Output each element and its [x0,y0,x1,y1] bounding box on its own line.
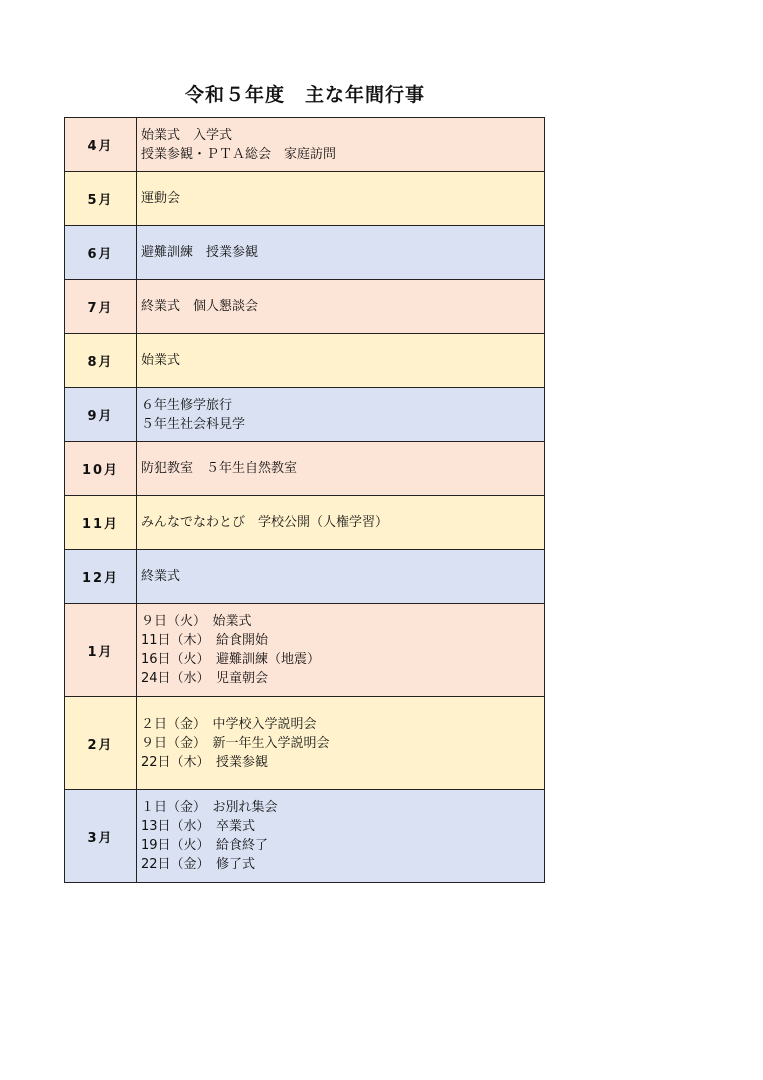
table-row-december [65,550,545,604]
event-line: みんなでなわとび 学校公開（人権学習） [141,515,389,530]
event-line: 運動会 [141,191,181,206]
event-line: 避難訓練 授業参観 [141,245,259,260]
month-cell: 3月 [65,790,137,883]
month-cell: 12月 [65,550,137,604]
event-line: ５年生社会科見学 [141,416,246,432]
event-line: 19日（火） 給食終了 [141,838,269,853]
events-cell [137,604,545,697]
events-cell [137,388,545,442]
event-line: 22日（金） 修了式 [141,857,256,872]
event-line: ６年生修学旅行 [141,397,233,413]
events-cell [137,697,545,790]
page-title: 令和５年度 主な年間行事 [184,84,425,106]
event-line: 始業式 入学式 [141,127,233,143]
event-line: １日（金） お別れ集会 [141,800,278,815]
month-cell: 8月 [65,334,137,388]
events-cell [137,496,545,550]
table-row-march [65,790,545,883]
month-cell: 2月 [65,697,137,790]
event-line: 24日（水） 児童朝会 [141,671,269,686]
event-line: 16日（火） 避難訓練（地震） [141,652,321,667]
month-cell: 6月 [65,226,137,280]
month-cell: 7月 [65,280,137,334]
events-cell [137,334,545,388]
annual-events-table [64,117,545,883]
month-cell: 1月 [65,604,137,697]
events-cell [137,442,545,496]
table-row-november [65,496,545,550]
event-line: 11日（木） 給食開始 [141,633,269,648]
events-cell [137,226,545,280]
event-line: 13日（水） 卒業式 [141,819,256,834]
month-cell: 5月 [65,172,137,226]
events-cell [137,118,545,172]
events-cell [137,790,545,883]
events-cell [137,172,545,226]
table-row-july [65,280,545,334]
table-row-august [65,334,545,388]
event-line: 終業式 個人懇談会 [141,299,259,314]
table-row-february [65,697,545,790]
table-row-september [65,388,545,442]
events-cell [137,280,545,334]
event-line: 終業式 [141,569,181,584]
events-cell [137,550,545,604]
table-row-june [65,226,545,280]
month-cell: 4月 [65,118,137,172]
event-line: 始業式 [141,353,181,368]
table-row-april [65,118,545,172]
month-cell: 11月 [65,496,137,550]
event-line: ９日（火） 始業式 [141,614,252,629]
month-cell: 9月 [65,388,137,442]
table-row-october [65,442,545,496]
table-row-january [65,604,545,697]
event-line: 22日（木） 授業参観 [141,754,269,770]
month-cell: 10月 [65,442,137,496]
event-line: ２日（金） 中学校入学説明会 [141,716,317,732]
event-line: ９日（金） 新一年生入学説明会 [141,735,330,751]
event-line: 授業参観・ＰＴＡ総会 家庭訪問 [141,146,337,162]
event-line: 防犯教室 ５年生自然教室 [141,461,298,476]
table-row-may [65,172,545,226]
